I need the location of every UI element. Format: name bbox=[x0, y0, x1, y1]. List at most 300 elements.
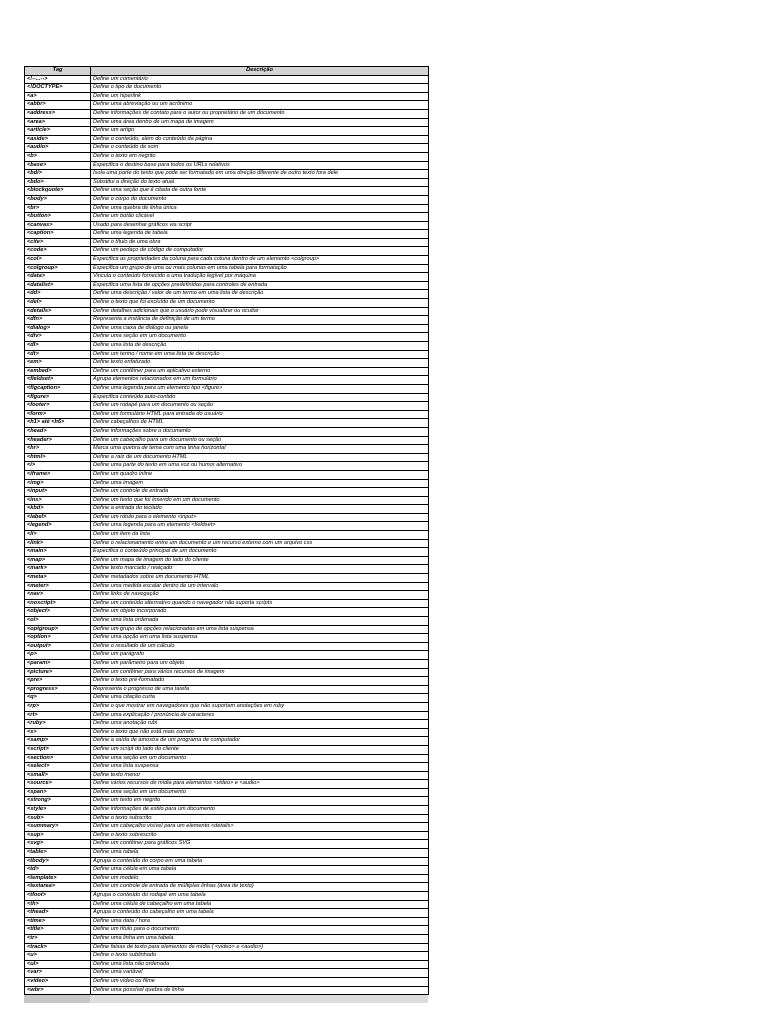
table-row bbox=[25, 324, 429, 333]
tag-cell: <dd> bbox=[25, 290, 91, 299]
description-cell: Define um conteúdo alternativo quando o navegador não suporta scripts bbox=[91, 599, 429, 608]
table-row bbox=[25, 359, 429, 368]
tag-cell: <caption> bbox=[25, 230, 91, 239]
description-cell: Define informações de contato para o autor ou proprietário de um documento bbox=[91, 109, 429, 118]
table-row bbox=[25, 651, 429, 660]
tag-cell: <thead> bbox=[25, 909, 91, 918]
tag-cell: <mark> bbox=[25, 565, 91, 574]
description-cell: Define um texto em negrito bbox=[91, 797, 429, 806]
description-cell: Especifica conteúdo auto-contido bbox=[91, 393, 429, 402]
description-cell: Define um pedaço de código de computador bbox=[91, 247, 429, 256]
tag-cell: <fieldset> bbox=[25, 376, 91, 385]
table-row bbox=[25, 290, 429, 299]
table-row bbox=[25, 195, 429, 204]
description-cell: Define um parágrafo bbox=[91, 651, 429, 660]
tag-cell: <video> bbox=[25, 977, 91, 986]
tag-cell: <textarea> bbox=[25, 883, 91, 892]
table-row bbox=[25, 445, 429, 454]
table-row bbox=[25, 780, 429, 789]
table-row bbox=[25, 659, 429, 668]
description-cell: Especifica as propriedades da coluna para cada coluna dentro de um elemento <colgroup> bbox=[91, 256, 429, 265]
tag-cell: <label> bbox=[25, 513, 91, 522]
table-row bbox=[25, 505, 429, 514]
tag-cell: <del> bbox=[25, 299, 91, 308]
table-row bbox=[25, 754, 429, 763]
tag-cell: <title> bbox=[25, 926, 91, 935]
description-cell: Define links de navegação bbox=[91, 591, 429, 600]
description-cell: Define um modelo bbox=[91, 874, 429, 883]
table-row bbox=[25, 900, 429, 909]
description-cell: Representa a instância de definição de um termo bbox=[91, 316, 429, 325]
description-cell: Define um hiperlink bbox=[91, 92, 429, 101]
description-cell: Define o relacionamento entre um documento e um recurso externo com um arquivo css bbox=[91, 539, 429, 548]
table-body bbox=[25, 75, 429, 995]
table-row bbox=[25, 367, 429, 376]
description-cell: Define um vídeo ou filme bbox=[91, 977, 429, 986]
table-row bbox=[25, 127, 429, 136]
description-cell: Define um comentário bbox=[91, 75, 429, 84]
tag-cell: <details> bbox=[25, 307, 91, 316]
tag-cell: <figcaption> bbox=[25, 384, 91, 393]
description-cell: Define uma célula de cabeçalho em uma tabela bbox=[91, 900, 429, 909]
description-cell: Agrupa o conteúdo do corpo em uma tabela bbox=[91, 857, 429, 866]
tag-cell: <sup> bbox=[25, 831, 91, 840]
table-row bbox=[25, 376, 429, 385]
table-row bbox=[25, 462, 429, 471]
tag-cell: <nav> bbox=[25, 591, 91, 600]
table-row bbox=[25, 565, 429, 574]
column-header-description: Descrição bbox=[91, 67, 429, 76]
tag-cell: <canvas> bbox=[25, 221, 91, 230]
tag-cell: <template> bbox=[25, 874, 91, 883]
description-cell: Define uma caixa de diálogo ou janela bbox=[91, 324, 429, 333]
table-row bbox=[25, 986, 429, 995]
description-cell: Define um objeto incorporado bbox=[91, 608, 429, 617]
tag-cell: <figure> bbox=[25, 393, 91, 402]
description-cell: Define uma abreviação ou um acrônimo bbox=[91, 101, 429, 110]
description-cell: Define texto enfatizado bbox=[91, 359, 429, 368]
table-row bbox=[25, 548, 429, 557]
description-cell: Define uma anotação rubi bbox=[91, 720, 429, 729]
description-cell: Define faixas de texto para elementos de mídia ( <video> e <audio>) bbox=[91, 943, 429, 952]
table-row bbox=[25, 617, 429, 626]
description-cell: Define uma legenda para um elemento <fieldset> bbox=[91, 522, 429, 531]
tag-cell: <aside> bbox=[25, 135, 91, 144]
tag-cell: <div> bbox=[25, 333, 91, 342]
table-row bbox=[25, 788, 429, 797]
table-row bbox=[25, 771, 429, 780]
description-cell: Define uma lista suspensa bbox=[91, 763, 429, 772]
tag-cell: <kbd> bbox=[25, 505, 91, 514]
table-row bbox=[25, 488, 429, 497]
description-cell: Define uma legenda de tabela bbox=[91, 230, 429, 239]
table-row bbox=[25, 307, 429, 316]
description-cell: Define uma variável bbox=[91, 969, 429, 978]
tag-cell: <colgroup> bbox=[25, 264, 91, 273]
tag-cell: <samp> bbox=[25, 737, 91, 746]
tag-cell: <img> bbox=[25, 479, 91, 488]
table-row bbox=[25, 934, 429, 943]
table-row bbox=[25, 161, 429, 170]
tag-cell: <strong> bbox=[25, 797, 91, 806]
description-cell: Define texto menor bbox=[91, 771, 429, 780]
description-cell: Especifica o destino base para todos os URLs relativos bbox=[91, 161, 429, 170]
description-cell: Define um grupo de opções relacionadas em uma lista suspensa bbox=[91, 625, 429, 634]
description-cell: Define uma célula em uma tabela bbox=[91, 866, 429, 875]
tag-cell: <legend> bbox=[25, 522, 91, 531]
table-row bbox=[25, 342, 429, 351]
table-row bbox=[25, 840, 429, 849]
tag-cell: <var> bbox=[25, 969, 91, 978]
table-row bbox=[25, 350, 429, 359]
table-row bbox=[25, 187, 429, 196]
table-row bbox=[25, 763, 429, 772]
table-row bbox=[25, 75, 429, 84]
table-row bbox=[25, 668, 429, 677]
tag-cell: <ins> bbox=[25, 496, 91, 505]
table-row bbox=[25, 316, 429, 325]
tag-cell: <dl> bbox=[25, 342, 91, 351]
tag-cell: <select> bbox=[25, 763, 91, 772]
table-row bbox=[25, 264, 429, 273]
tag-cell: <bdi> bbox=[25, 170, 91, 179]
table-row bbox=[25, 574, 429, 583]
description-cell: Define uma opção em uma lista suspensa bbox=[91, 634, 429, 643]
table-row bbox=[25, 427, 429, 436]
description-cell: Define um script do lado do cliente bbox=[91, 745, 429, 754]
tag-cell: <progress> bbox=[25, 685, 91, 694]
tag-cell: <option> bbox=[25, 634, 91, 643]
table-row bbox=[25, 702, 429, 711]
table-row bbox=[25, 539, 429, 548]
description-cell: Define o texto subscrito bbox=[91, 814, 429, 823]
description-cell: Define um controle de entrada bbox=[91, 488, 429, 497]
table-row bbox=[25, 522, 429, 531]
tag-cell: <ol> bbox=[25, 617, 91, 626]
description-cell: Especifica o conteúdo principal de um documento bbox=[91, 548, 429, 557]
description-cell: Define uma explicação / pronúncia de caracteres bbox=[91, 711, 429, 720]
tag-cell: <rt> bbox=[25, 711, 91, 720]
description-cell: Define uma medida escalar dentro de um intervalo bbox=[91, 582, 429, 591]
description-cell: Define uma lista de descrição bbox=[91, 342, 429, 351]
table-footer-band bbox=[24, 995, 428, 1003]
tag-cell: <tr> bbox=[25, 934, 91, 943]
description-cell: Define um texto que foi inserido em um documento bbox=[91, 496, 429, 505]
tag-cell: <header> bbox=[25, 436, 91, 445]
tag-cell: <tfoot> bbox=[25, 892, 91, 901]
table-row bbox=[25, 831, 429, 840]
table-row bbox=[25, 960, 429, 969]
tag-cell: <sub> bbox=[25, 814, 91, 823]
table-row bbox=[25, 299, 429, 308]
description-cell: Define informações de estilo para um documento bbox=[91, 806, 429, 815]
description-cell: Define um item da lista bbox=[91, 531, 429, 540]
table-row bbox=[25, 238, 429, 247]
description-cell: Define uma seção em um documento bbox=[91, 788, 429, 797]
description-cell: Define um contêiner para gráficos SVG bbox=[91, 840, 429, 849]
tag-cell: <abbr> bbox=[25, 101, 91, 110]
description-cell: Define um contêiner para um aplicativo externo bbox=[91, 367, 429, 376]
tag-cell: <small> bbox=[25, 771, 91, 780]
table-row bbox=[25, 625, 429, 634]
table-row bbox=[25, 410, 429, 419]
table-row bbox=[25, 273, 429, 282]
table-row bbox=[25, 384, 429, 393]
description-cell: Define uma legenda para um elemento tipo <figure> bbox=[91, 384, 429, 393]
description-cell: Define uma possível quebra de linha bbox=[91, 986, 429, 995]
table-row bbox=[25, 642, 429, 651]
tag-cell: <!DOCTYPE> bbox=[25, 84, 91, 93]
tag-cell: <time> bbox=[25, 917, 91, 926]
table-row bbox=[25, 720, 429, 729]
tag-cell: <rp> bbox=[25, 702, 91, 711]
tag-cell: <q> bbox=[25, 694, 91, 703]
table-row bbox=[25, 874, 429, 883]
tag-cell: <blockquote> bbox=[25, 187, 91, 196]
tag-cell: <map> bbox=[25, 556, 91, 565]
tag-cell: <html> bbox=[25, 453, 91, 462]
description-cell: Define um contêiner para vários recursos de imagem bbox=[91, 668, 429, 677]
table-row bbox=[25, 178, 429, 187]
description-cell: Vincula o conteúdo fornecido a uma tradução legível por máquina bbox=[91, 273, 429, 282]
description-cell: Define uma tabela bbox=[91, 849, 429, 858]
tag-cell: <col> bbox=[25, 256, 91, 265]
table-row bbox=[25, 797, 429, 806]
table-row bbox=[25, 977, 429, 986]
description-cell: Define detalhes adicionais que o usuário pode visualizar ou ocultar bbox=[91, 307, 429, 316]
tag-cell: <button> bbox=[25, 213, 91, 222]
tag-cell: <s> bbox=[25, 728, 91, 737]
description-cell: Define o texto em negrito bbox=[91, 152, 429, 161]
description-cell: Define o resultado de um cálculo bbox=[91, 642, 429, 651]
table-row bbox=[25, 496, 429, 505]
table-row bbox=[25, 892, 429, 901]
description-cell: Define um rótulo para o elemento <input> bbox=[91, 513, 429, 522]
tag-cell: <dialog> bbox=[25, 324, 91, 333]
table-row bbox=[25, 866, 429, 875]
description-cell: Define um cabeçalho para um documento ou seção bbox=[91, 436, 429, 445]
table-row bbox=[25, 453, 429, 462]
table-row bbox=[25, 513, 429, 522]
table-row bbox=[25, 556, 429, 565]
description-cell: Define uma seção que é citada de outra fonte bbox=[91, 187, 429, 196]
tag-cell: <footer> bbox=[25, 402, 91, 411]
table-row bbox=[25, 170, 429, 179]
tag-cell: <picture> bbox=[25, 668, 91, 677]
tag-cell: <dfn> bbox=[25, 316, 91, 325]
tag-cell: <b> bbox=[25, 152, 91, 161]
description-cell: Define uma lista ordenada bbox=[91, 617, 429, 626]
table-row bbox=[25, 582, 429, 591]
table-row bbox=[25, 221, 429, 230]
tag-cell: <style> bbox=[25, 806, 91, 815]
description-cell: Define um controle de entrada de múltiplas linhas (área de texto) bbox=[91, 883, 429, 892]
tag-cell: <optgroup> bbox=[25, 625, 91, 634]
tag-cell: <form> bbox=[25, 410, 91, 419]
table-row bbox=[25, 806, 429, 815]
tag-cell: <param> bbox=[25, 659, 91, 668]
table-row bbox=[25, 745, 429, 754]
description-cell: Isola uma parte do texto que pode ser formatado em uma direção diferente de outro texto fora dele bbox=[91, 170, 429, 179]
tag-cell: <input> bbox=[25, 488, 91, 497]
tag-cell: <tbody> bbox=[25, 857, 91, 866]
description-cell: Define um botão clicável bbox=[91, 213, 429, 222]
description-cell: Define um rodapé para um documento ou seção bbox=[91, 402, 429, 411]
table-row bbox=[25, 728, 429, 737]
description-cell: Define o que mostrar em navegadores que não suportam anotações em ruby bbox=[91, 702, 429, 711]
table-row bbox=[25, 685, 429, 694]
table-row bbox=[25, 823, 429, 832]
table-row bbox=[25, 152, 429, 161]
tag-cell: <u> bbox=[25, 952, 91, 961]
description-cell: Define o texto que não está mais correto bbox=[91, 728, 429, 737]
description-cell: Define o corpo do documento bbox=[91, 195, 429, 204]
description-cell: Define o texto pré-formatado bbox=[91, 677, 429, 686]
description-cell: Define uma lista não ordenada bbox=[91, 960, 429, 969]
tag-cell: <br> bbox=[25, 204, 91, 213]
description-cell: Define a entrada do teclado bbox=[91, 505, 429, 514]
tag-cell: <code> bbox=[25, 247, 91, 256]
tag-cell: <track> bbox=[25, 943, 91, 952]
description-cell: Define um título para o documento bbox=[91, 926, 429, 935]
description-cell: Agrupa elementos relacionados em um formulário bbox=[91, 376, 429, 385]
table-row bbox=[25, 470, 429, 479]
table-row bbox=[25, 634, 429, 643]
tag-cell: <ruby> bbox=[25, 720, 91, 729]
table-row bbox=[25, 144, 429, 153]
tag-cell: <datalist> bbox=[25, 281, 91, 290]
description-cell: Especifica uma lista de opções predefinidas para controles de entrada bbox=[91, 281, 429, 290]
description-cell: Define uma citação curta bbox=[91, 694, 429, 703]
tag-cell: <script> bbox=[25, 745, 91, 754]
table-row bbox=[25, 917, 429, 926]
tag-cell: <address> bbox=[25, 109, 91, 118]
table-row bbox=[25, 849, 429, 858]
table-row bbox=[25, 737, 429, 746]
description-cell: Define informações sobre o documento bbox=[91, 427, 429, 436]
tag-cell: <dt> bbox=[25, 350, 91, 359]
description-cell: Define o texto que foi excluído de um documento bbox=[91, 299, 429, 308]
tag-cell: <noscript> bbox=[25, 599, 91, 608]
table-row bbox=[25, 943, 429, 952]
table-row bbox=[25, 969, 429, 978]
description-cell: Define o tipo de documento bbox=[91, 84, 429, 93]
description-cell: Define o conteúdo de som bbox=[91, 144, 429, 153]
table-row bbox=[25, 909, 429, 918]
tag-cell: <hr> bbox=[25, 445, 91, 454]
tag-cell: <ul> bbox=[25, 960, 91, 969]
tag-cell: <span> bbox=[25, 788, 91, 797]
tag-cell: <h1> até <h6> bbox=[25, 419, 91, 428]
table-row bbox=[25, 436, 429, 445]
table-row bbox=[25, 333, 429, 342]
description-cell: Usado para desenhar gráficos via script bbox=[91, 221, 429, 230]
description-cell: Define o texto sobrescrito bbox=[91, 831, 429, 840]
table-row bbox=[25, 84, 429, 93]
description-cell: Define um formulário HTML para entrada do usuário bbox=[91, 410, 429, 419]
description-cell: Define uma descrição / valor de um termo em uma lista de descrição bbox=[91, 290, 429, 299]
tag-cell: <i> bbox=[25, 462, 91, 471]
table-row bbox=[25, 213, 429, 222]
tag-cell: <article> bbox=[25, 127, 91, 136]
tag-cell: <head> bbox=[25, 427, 91, 436]
table-row bbox=[25, 857, 429, 866]
tag-cell: <meta> bbox=[25, 574, 91, 583]
table-row bbox=[25, 393, 429, 402]
description-cell: Define uma linha em uma tabela bbox=[91, 934, 429, 943]
description-cell: Especifica um grupo de uma ou mais colunas em uma tabela para formatação bbox=[91, 264, 429, 273]
table-row bbox=[25, 677, 429, 686]
description-cell: Representa o progresso de uma tarefa bbox=[91, 685, 429, 694]
table-row bbox=[25, 814, 429, 823]
description-cell: Define a raiz de um documento HTML bbox=[91, 453, 429, 462]
table-row bbox=[25, 281, 429, 290]
tag-cell: <td> bbox=[25, 866, 91, 875]
description-cell: Define um mapa de imagem do lado do cliente bbox=[91, 556, 429, 565]
table-row bbox=[25, 256, 429, 265]
table-row bbox=[25, 247, 429, 256]
table-row bbox=[25, 230, 429, 239]
tag-cell: <svg> bbox=[25, 840, 91, 849]
description-cell: Substitui a direção do texto atual bbox=[91, 178, 429, 187]
table-row bbox=[25, 479, 429, 488]
description-cell: Define texto marcado / realçado bbox=[91, 565, 429, 574]
tag-cell: <embed> bbox=[25, 367, 91, 376]
description-cell: Define uma área dentro de um mapa de imagem bbox=[91, 118, 429, 127]
tag-cell: <bdo> bbox=[25, 178, 91, 187]
tag-cell: <iframe> bbox=[25, 470, 91, 479]
description-cell: Define um parâmetro para um objeto bbox=[91, 659, 429, 668]
table-row bbox=[25, 599, 429, 608]
table-row bbox=[25, 926, 429, 935]
table-row bbox=[25, 204, 429, 213]
description-cell: Define o título de uma obra bbox=[91, 238, 429, 247]
table-row bbox=[25, 135, 429, 144]
description-cell: Define um cabeçalho visível para um elemento <details> bbox=[91, 823, 429, 832]
description-cell: Define vários recursos de mídia para elementos <video> e <audio> bbox=[91, 780, 429, 789]
tag-cell: <cite> bbox=[25, 238, 91, 247]
tag-cell: <data> bbox=[25, 273, 91, 282]
table-row bbox=[25, 952, 429, 961]
table-row bbox=[25, 101, 429, 110]
tag-cell: <section> bbox=[25, 754, 91, 763]
description-cell: Define uma quebra de linha única bbox=[91, 204, 429, 213]
description-cell: Define uma seção em um documento bbox=[91, 333, 429, 342]
table-row bbox=[25, 694, 429, 703]
description-cell: Define uma parte do texto em uma voz ou humor alternativo bbox=[91, 462, 429, 471]
table-row bbox=[25, 402, 429, 411]
description-cell: Define o conteúdo, além do conteúdo da página bbox=[91, 135, 429, 144]
table-row bbox=[25, 711, 429, 720]
table-row bbox=[25, 109, 429, 118]
html-tags-table bbox=[24, 66, 429, 995]
header-row bbox=[25, 67, 429, 76]
description-cell: Define um termo / nome em uma lista de descrição bbox=[91, 350, 429, 359]
tag-cell: <pre> bbox=[25, 677, 91, 686]
table-row bbox=[25, 591, 429, 600]
tag-cell: <source> bbox=[25, 780, 91, 789]
tag-cell: <!--...--> bbox=[25, 75, 91, 84]
table-row bbox=[25, 419, 429, 428]
tag-cell: <table> bbox=[25, 849, 91, 858]
tag-cell: <audio> bbox=[25, 144, 91, 153]
description-cell: Define um artigo bbox=[91, 127, 429, 136]
description-cell: Agrupa o conteúdo do rodapé em uma tabela bbox=[91, 892, 429, 901]
tag-cell: <wbr> bbox=[25, 986, 91, 995]
tag-cell: <base> bbox=[25, 161, 91, 170]
description-cell: Define uma seção em um documento bbox=[91, 754, 429, 763]
description-cell: Define cabeçalhos de HTML bbox=[91, 419, 429, 428]
